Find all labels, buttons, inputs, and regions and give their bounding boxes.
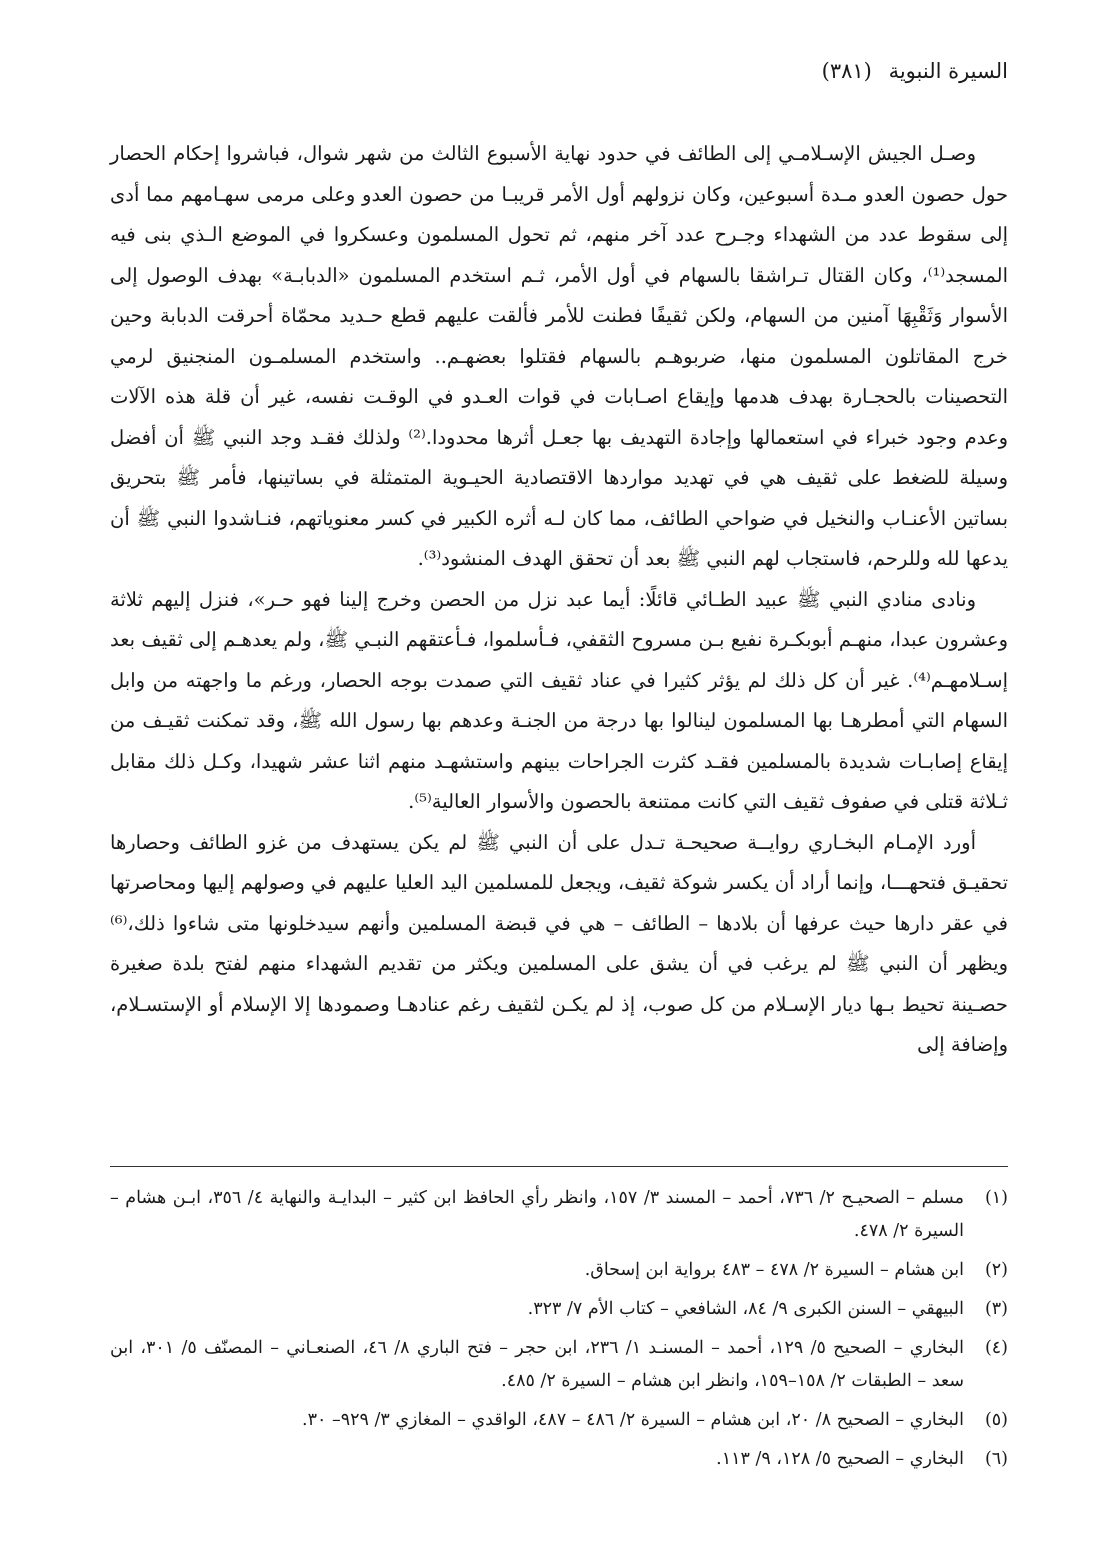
paragraph: وصـل الجيش الإسـلامـي إلى الطائف في حدود نهاية الأسبوع الثالث من شهر شوال، فباشروا إحكام الحصار حول حصون العدو مـدة أسبوعين، وكان نزولهم أول الأمر قريبـا من حصون العدو وعلى مرمى سهـامهم مما أدى إلى سقوط عدد من الشهداء وجـرح عدد آخر منهم، ثم تحول المسلمون وعسكروا في الموضع الـذي بنى فيه المسجد⁽¹⁾، وكان القتال تـراشقا بالسهام في أول الأمر، ثـم استخدم المسلمون «الدبابـة» بهدف الوصول إلى الأسوار وَثَقْبِهَا آمنين من السهام، ولكن ثقيفًا فطنت للأمر فألقت عليهم قطع حـديد محمّاة أحرقت الدبابة وحين خرج المقاتلون المسلمون منها، ضربوهـم بالسهام فقتلوا بعضهـم.. واستخدم المسلمـون المنجنيق لرمي التحصينات بالحجـارة بهدف هدمها وإيقاع اصـابات في قوات العـدو في الوقـت نفسه، غير أن قلة هذه الآلات وعدم وجود خبراء في استعمالها وإجادة التهديف بها جعـل أثرها محدودا.⁽²⁾ ولذلك فقـد وجد النبي ﷺ أن أفضل وسيلة للضغط على ثقيف هي في تهديد مواردها الاقتصادية الحيـوية المتمثلة في بساتينها، فأمر ﷺ بتحريق بساتين الأعنـاب والنخيل في ضواحي الطائف، مما كان لـه أثره الكبير في كسر معنوياتهم، فنـاشدوا النبي ﷺ أن يدعها لله وللرحم، فاستجاب لهم النبي ﷺ بعد أن تحقق الهدف المنشود⁽³⁾. xyxy=(110,142,1008,570)
footnote xyxy=(110,1182,1008,1248)
footnote-text: ابن هشام – السيرة ٢/ ٤٧٨ – ٤٨٣ برواية ابن إسحاق. xyxy=(584,1260,964,1280)
paragraph: أورد الإمـام البخـاري روايــة صحيحـة تـدل على أن النبي ﷺ لم يكن يستهدف من غزو الطائف وحصارها تحقيـق فتحهـــا، وإنما أراد أن يكسر شوكة ثقيف، ويجعل للمسلمين اليد العليا عليهم في وصولهم إليها ومحاصرتها في عقر دارها حيث عرفها أن بلادها – الطائف – هي في قبضة المسلمين وأنهم سيدخلونها متى شاءوا ذلك،⁽⁶⁾ ويظهر أن النبي ﷺ لم يرغب في أن يشق على المسلمين ويكثر من تقديم الشهداء منهم لفتح بلدة صغيرة حصـينة تحيط بـها ديار الإسـلام من كل صوب، إذ لم يكـن لثقيف رغم عنادهـا وصمودها إلا الإسلام أو الإستسـلام، وإضافة إلى xyxy=(110,830,1008,1056)
footnote-text: البخاري – الصحيح ٥/ ١٢٨، ٩/ ١١٣. xyxy=(716,1449,964,1469)
footnote-number: (٢) xyxy=(984,1260,1008,1280)
page-number: (٣٨١) xyxy=(821,59,872,83)
footnote-number: (٥) xyxy=(984,1410,1008,1430)
footnote xyxy=(110,1404,1008,1437)
book-title: السيرة النبوية xyxy=(888,59,1008,83)
footnote-text: مسلم – الصحيـح ٢/ ٧٣٦، أحمد – المسند ٣/ ١٥٧، وانظر رأي الحافظ ابن كثير – البدايـة والنهاية ٤/ ٣٥٦، ابـن هشام – السيرة ٢/ ٤٧٨. xyxy=(110,1188,964,1241)
footnote-separator xyxy=(110,1166,1008,1167)
main-text xyxy=(110,134,1008,1066)
paragraph: ونادى منادي النبي ﷺ عبيد الطـائي قائلًا: أيما عبد نزل من الحصن وخرج إلينا فهو حـر»، فنزل إليهم ثلاثة وعشرون عبدا، منهـم أبوبكـرة نفيع بـن مسروح الثقفي، فـأسلموا، فـأعتقهم النبـي ﷺ، ولم يعدهـم إلى ثقيف بعد إسـلامهـم⁽⁴⁾. غير أن كل ذلك لم يؤثر كثيرا في عناد ثقيف التي صمدت بوجه الحصار، ورغم ما واجهته من وابل السهام التي أمطرهـا بها المسلمون لينالوا بها درجة من الجنـة وعدهم بها رسول الله ﷺ، وقد تمكنت ثقيـف من إيقاع إصابـات شديدة بالمسلمين فقـد كثرت الجراحات بينهم واستشهـد منهم اثنا عشر شهيدا، وكـل ذلك مقابل ثـلاثة قتلى في صفوف ثقيف التي كانت ممتنعة بالحصون والأسوار العالية⁽⁵⁾. xyxy=(110,587,1008,813)
footnote xyxy=(110,1332,1008,1398)
footnotes xyxy=(110,1182,1008,1482)
footnote xyxy=(110,1443,1008,1476)
footnote-text: البخاري – الصحيح ٨/ ٢٠، ابن هشام – السيرة ٢/ ٤٨٦ – ٤٨٧، الواقدي – المغازي ٣/ ٩٢٩– ٣٠. xyxy=(301,1410,964,1430)
footnote-number: (٣) xyxy=(984,1299,1008,1319)
footnote-number: (٤) xyxy=(984,1338,1008,1358)
footnote xyxy=(110,1293,1008,1326)
footnote-text: البخاري – الصحيح ٥/ ١٢٩، أحمد – المسنـد ١/ ٢٣٦، ابن حجر – فتح الباري ٨/ ٤٦، الصنعـاني – المصنّف ٥/ ٣٠١، ابن سعد – الطبقات ٢/ ١٥٨–١٥٩، وانظر ابن هشام – السيرة ٢/ ٤٨٥. xyxy=(110,1338,964,1391)
footnote-text: البيهقي – السنن الكبرى ٩/ ٨٤، الشافعي – كتاب الأم ٧/ ٣٢٣. xyxy=(527,1299,964,1319)
footnote xyxy=(110,1254,1008,1287)
footnote-number: (١) xyxy=(984,1188,1008,1208)
footnote-number: (٦) xyxy=(984,1449,1008,1469)
running-header xyxy=(822,56,1008,86)
